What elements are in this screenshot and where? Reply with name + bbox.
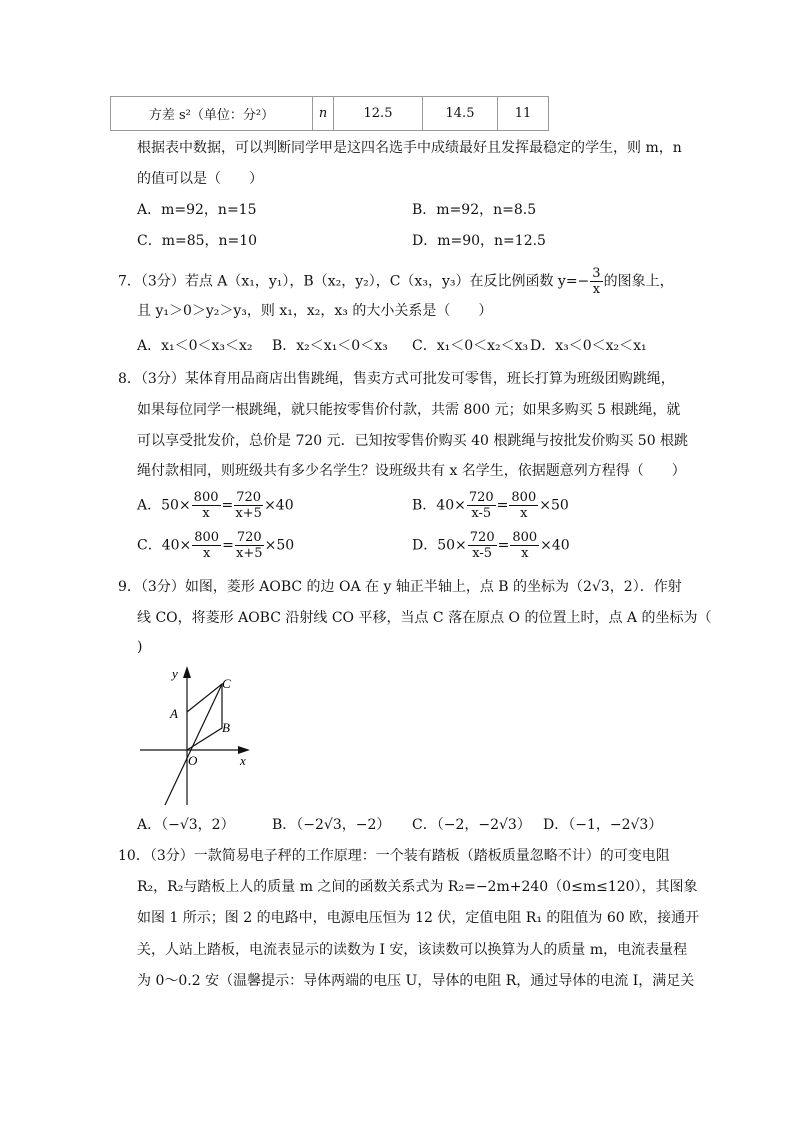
- numerator: 3: [592, 266, 601, 281]
- denominator: x: [520, 506, 528, 521]
- fraction: [468, 530, 497, 561]
- q9-option-d: D．（−1，−2√3）: [543, 817, 663, 833]
- q9-text: 9．（3分）如图，菱形 AOBC 的边 OA 在 y 轴正半轴上，点 B 的坐标为（2√3，2）．作射: [118, 579, 682, 595]
- denominator: x-5: [472, 546, 493, 561]
- q6-option-a: A．m=92，n=15: [137, 202, 257, 218]
- numerator: 720: [236, 530, 262, 545]
- q7-text: 且 y₁＞0＞y₂＞y₃，则 x₁，x₂，x₃ 的大小关系是（ ）: [137, 303, 493, 319]
- q7-option-c: C．x₁＜0＜x₂＜x₃: [412, 338, 529, 354]
- denominator: x+5: [235, 506, 262, 521]
- text: =: [221, 497, 234, 514]
- option-label: C．: [137, 537, 162, 554]
- q10-text: 为 0～0.2 安（温馨提示：导体两端的电压 U，导体的电阻 R，通过导体的电流 I，满足关: [137, 973, 695, 989]
- text: =: [497, 537, 510, 554]
- q7-option-b: B．x₂＜x₁＜0＜x₃: [272, 338, 388, 354]
- q8-text: 绳付款相同，则班级共有多少名学生？设班级共有 x 名学生，依据题意列方程得（ ）: [137, 463, 686, 479]
- label-o: O: [188, 753, 198, 768]
- q8-text: 8．（3分）某体育用品商店出售跳绳，售卖方式可批发可零售，班长打算为班级团购跳绳，: [118, 371, 675, 387]
- numerator: 800: [511, 490, 537, 505]
- text: ×40: [264, 497, 294, 514]
- ray-co: [165, 684, 222, 805]
- table-cell: 11: [498, 97, 549, 131]
- option-label: B．: [412, 497, 437, 514]
- option-label: D．: [412, 537, 438, 554]
- q10-text: 10．（3分）一款简易电子秤的工作原理：一个装有踏板（踏板质量忽略不计）的可变电阻: [118, 848, 670, 864]
- text: 40×: [161, 537, 192, 554]
- fraction: [467, 490, 496, 521]
- q8-option-d: [412, 530, 570, 561]
- q6-text: 根据表中数据，可以判断同学甲是这四名选手中成绩最好且发挥最稳定的学生，则 m，n: [137, 140, 682, 156]
- y-arrow-icon: [183, 666, 191, 678]
- numerator: 720: [236, 490, 262, 505]
- q7-option-a: A．x₁＜0＜x₃＜x₂: [137, 338, 253, 354]
- denominator: x+5: [235, 546, 263, 561]
- label-b: B: [222, 720, 230, 735]
- fraction: [192, 490, 221, 521]
- text: =: [222, 537, 234, 554]
- q8-text: 可以享受批发价，总价是 720 元．已知按零售价购买 40 根跳绳与按批发价购买 50 根跳: [137, 433, 689, 449]
- q7-option-d: D．x₃＜0＜x₂＜x₁: [530, 338, 647, 354]
- numerator: 800: [193, 490, 219, 505]
- text: 50×: [161, 497, 191, 514]
- text: ×50: [539, 497, 569, 514]
- text: =: [496, 497, 509, 514]
- denominator: x: [521, 546, 529, 561]
- q9-text: ): [137, 639, 143, 655]
- option-label: A．: [137, 497, 162, 514]
- denominator: x: [202, 506, 210, 521]
- q8-option-c: [137, 530, 294, 561]
- table-cell: 12.5: [334, 97, 423, 131]
- q7-fraction: [590, 266, 602, 297]
- fraction: [510, 530, 539, 561]
- label-y: y: [172, 666, 178, 681]
- fraction: [235, 530, 264, 561]
- q10-text: 关，人站上踏板，电流表显示的读数为 I 安，该读数可以换算为人的质量 m，电流表量程: [137, 942, 688, 958]
- text: 50×: [437, 537, 467, 554]
- table-cell: 14.5: [423, 97, 498, 131]
- denominator: x: [203, 546, 211, 561]
- denominator: x: [592, 282, 601, 297]
- q7-text: 7．（3分）若点 A（x₁，y₁），B（x₂，y₂），C（x₃，y₃）在反比例函数 y=−: [118, 273, 590, 290]
- q6-option-c: C．m=85，n=10: [137, 233, 258, 249]
- numerator: 800: [194, 530, 220, 545]
- row-label: 方差 s²（单位：分²）: [111, 97, 313, 131]
- fraction: [509, 490, 538, 521]
- q8-option-a: [137, 490, 294, 521]
- text: 40×: [436, 497, 466, 514]
- label-a: A: [170, 706, 178, 721]
- q6-text: 的值可以是（ ）: [137, 171, 263, 187]
- variance-table: [110, 96, 549, 131]
- table-row: [111, 97, 549, 131]
- q7-stem: [118, 266, 674, 297]
- q9-option-a: A．（−√3，2）: [137, 817, 235, 833]
- q9-option-b: B．（−2√3，−2）: [272, 817, 391, 833]
- text: ×50: [264, 537, 295, 554]
- q9-option-c: C．（−2，−2√3）: [412, 817, 531, 833]
- fraction: [234, 490, 263, 521]
- denominator: x-5: [471, 506, 492, 521]
- q6-option-d: D．m=90，n=12.5: [412, 233, 546, 249]
- text: ×40: [540, 537, 570, 554]
- fraction: [192, 530, 221, 561]
- label-x: x: [240, 753, 246, 768]
- q8-option-b: [412, 490, 569, 521]
- q10-text: 如图 1 所示；图 2 的电路中，电源电压恒为 12 伏，定值电阻 R₁ 的阻值为 60 欧，接通开: [137, 910, 700, 926]
- q8-text: 如果每位同学一根跳绳，就只能按零售价付款，共需 800 元；如果多购买 5 根跳绳，就: [137, 402, 681, 418]
- q7-text: 的图象上，: [603, 273, 674, 290]
- numerator: 800: [512, 530, 538, 545]
- q10-text: R₂，R₂与踏板上人的质量 m 之间的函数关系式为 R₂=−2m+240（0≤m≤120），其图象: [137, 879, 698, 895]
- label-c: C: [222, 676, 231, 691]
- numerator: 720: [469, 530, 495, 545]
- numerator: 720: [468, 490, 494, 505]
- q6-option-b: B．m=92，n=8.5: [412, 202, 537, 218]
- table-cell: n: [313, 97, 334, 131]
- rhombus-figure: [130, 660, 260, 810]
- q9-text: 线 CO，将菱形 AOBC 沿射线 CO 平移，当点 C 落在原点 O 的位置上时，点 A 的坐标为（: [137, 610, 712, 626]
